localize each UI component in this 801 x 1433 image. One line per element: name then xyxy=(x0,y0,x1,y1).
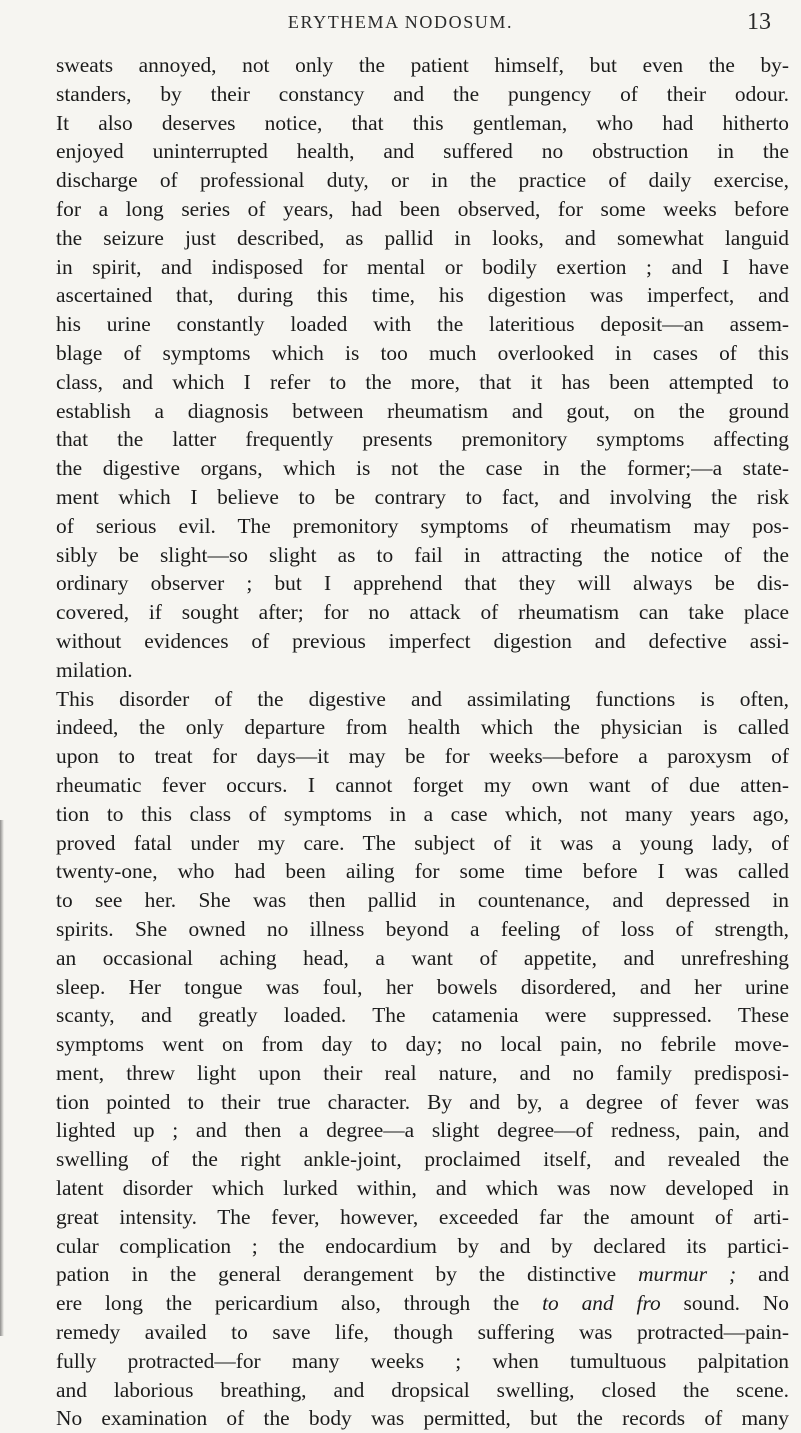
text-line: spirits. She owned no illness beyond a feeling of loss of strength, xyxy=(56,916,789,941)
text-line: of serious evil. The premonitory symptoms of rheumatism may pos- xyxy=(56,513,789,538)
running-head xyxy=(0,8,801,36)
text-line: ere long the pericardium also, through the to and fro sound. No xyxy=(56,1291,789,1316)
text-line: ment, threw light upon their real nature, and no family predisposi- xyxy=(56,1060,789,1085)
text-line: fully protracted—for many weeks ; when tumultuous palpitation xyxy=(56,1348,789,1373)
text-line: in spirit, and indisposed for mental or bodily exertion ; and I have xyxy=(56,254,789,279)
text-line: ascertained that, during this time, his digestion was imperfect, and xyxy=(56,283,789,308)
text-line: swelling of the right ankle-joint, proclaimed itself, and revealed the xyxy=(56,1147,789,1172)
text-line: lighted up ; and then a degree—a slight degree—of redness, pain, and xyxy=(56,1118,789,1143)
text-line: It also deserves notice, that this gentleman, who had hitherto xyxy=(56,110,789,135)
text-line: milation. xyxy=(56,657,133,682)
text-line: and laborious breathing, and dropsical swelling, closed the scene. xyxy=(56,1377,789,1402)
text-line: No examination of the body was permitted, but the records of many xyxy=(56,1406,789,1431)
text-line: scanty, and greatly loaded. The catamenia were suppressed. These xyxy=(56,1003,789,1028)
text-line: latent disorder which lurked within, and which was now developed in xyxy=(56,1176,789,1201)
italic-term: to and fro xyxy=(542,1291,661,1316)
text-line: class, and which I refer to the more, that it has been attempted to xyxy=(56,369,789,394)
text-line: rheumatic fever occurs. I cannot forget my own want of due atten- xyxy=(56,772,789,797)
running-title: ERYTHEMA NODOSUM. xyxy=(287,12,514,32)
text-line: sweats annoyed, not only the patient himself, but even the by- xyxy=(56,53,789,77)
text-line: blage of symptoms which is too much overlooked in cases of this xyxy=(56,340,789,365)
text-line: tion pointed to their true character. By and by, a degree of fever was xyxy=(56,1089,789,1114)
text-line: for a long series of years, had been observed, for some weeks before xyxy=(56,196,789,221)
text-line: his urine constantly loaded with the lateritious deposit—an assem- xyxy=(56,312,789,337)
text-line: indeed, the only departure from health which the physician is called xyxy=(56,715,789,740)
text-line: great intensity. The fever, however, exceeded far the amount of arti- xyxy=(56,1204,789,1229)
text-line: pation in the general derangement by the distinctive murmur ; and xyxy=(56,1262,790,1287)
text-line: to see her. She was then pallid in countenance, and depressed in xyxy=(56,888,789,913)
text-line: an occasional aching head, a want of appetite, and unrefreshing xyxy=(56,945,789,970)
text-line: symptoms went on from day to day; no local pain, no febrile move- xyxy=(56,1032,789,1057)
text-line: discharge of professional duty, or in the practice of daily exercise, xyxy=(56,168,789,193)
text-line: covered, if sought after; for no attack of rheumatism can take place xyxy=(56,600,789,625)
body-text xyxy=(56,51,789,1433)
text-line: standers, by their constancy and the pungency of their odour. xyxy=(56,81,789,106)
text-line: twenty-one, who had been ailing for some time before I was called xyxy=(56,859,789,884)
text-line: enjoyed uninterrupted health, and suffered no obstruction in the xyxy=(56,139,789,164)
text-line: ment which I believe to be contrary to fact, and involving the risk xyxy=(56,484,789,509)
text-line: sibly be slight—so slight as to fail in attracting the notice of the xyxy=(56,542,789,567)
page-number: 13 xyxy=(747,9,771,35)
italic-term: murmur ; xyxy=(638,1262,737,1287)
text-line: that the latter frequently presents premonitory symptoms affecting xyxy=(56,427,789,452)
text-line: sleep. Her tongue was foul, her bowels disordered, and her urine xyxy=(56,974,789,999)
page-edge-shadow xyxy=(0,820,4,1336)
text-line: proved fatal under my care. The subject of it was a young lady, of xyxy=(56,830,789,855)
text-line: upon to treat for days—it may be for weeks—before a paroxysm of xyxy=(56,744,789,769)
text-line: the digestive organs, which is not the case in the former;—a state- xyxy=(56,456,789,481)
text-line: tion to this class of symptoms in a case which, not many years ago, xyxy=(56,801,789,826)
text-line: without evidences of previous imperfect digestion and defective assi- xyxy=(56,628,789,653)
text-line: the seizure just described, as pallid in looks, and somewhat languid xyxy=(56,225,789,250)
text-line: establish a diagnosis between rheumatism and gout, on the ground xyxy=(56,398,789,423)
text-line: cular complication ; the endocardium by and by declared its partici- xyxy=(56,1233,789,1258)
text-line: remedy availed to save life, though suffering was protracted—pain- xyxy=(56,1320,789,1345)
text-line: ordinary observer ; but I apprehend that they will always be dis- xyxy=(56,571,789,596)
text-line: This disorder of the digestive and assimilating functions is often, xyxy=(56,686,789,711)
